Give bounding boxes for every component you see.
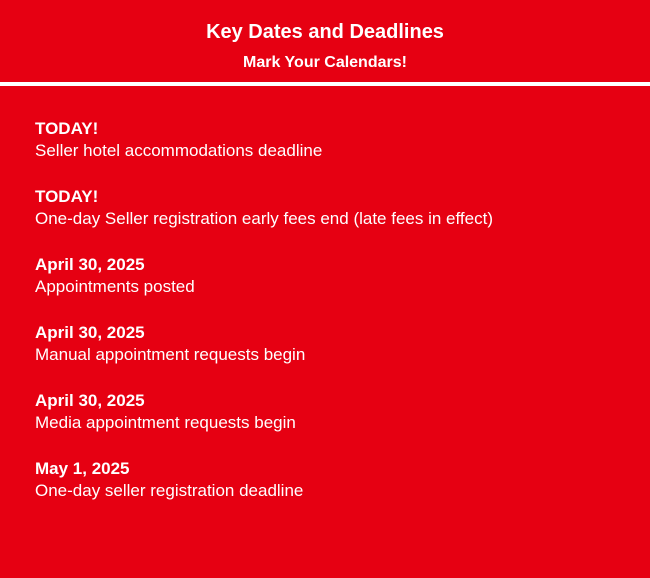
item-date: TODAY! — [35, 187, 99, 206]
item-date: May 1, 2025 — [35, 459, 130, 478]
list-item — [35, 390, 615, 434]
item-description: One-day Seller registration early fees end (late fees in effect) — [35, 209, 493, 228]
item-description: Media appointment requests begin — [35, 413, 296, 432]
item-date: April 30, 2025 — [35, 255, 145, 274]
item-description: Seller hotel accommodations deadline — [35, 141, 323, 160]
item-description: Manual appointment requests begin — [35, 345, 306, 364]
item-date: April 30, 2025 — [35, 391, 145, 410]
item-date: TODAY! — [35, 119, 99, 138]
item-description: One-day seller registration deadline — [35, 481, 304, 500]
page-header — [0, 0, 650, 82]
list-item — [35, 118, 615, 162]
list-item — [35, 186, 615, 230]
list-item — [35, 322, 615, 366]
list-item — [35, 458, 615, 502]
item-description: Appointments posted — [35, 277, 195, 296]
item-date: April 30, 2025 — [35, 323, 145, 342]
page-title: Key Dates and Deadlines — [206, 21, 444, 43]
list-item — [35, 254, 615, 298]
key-dates-list — [0, 86, 650, 502]
page-subtitle: Mark Your Calendars! — [243, 54, 407, 71]
